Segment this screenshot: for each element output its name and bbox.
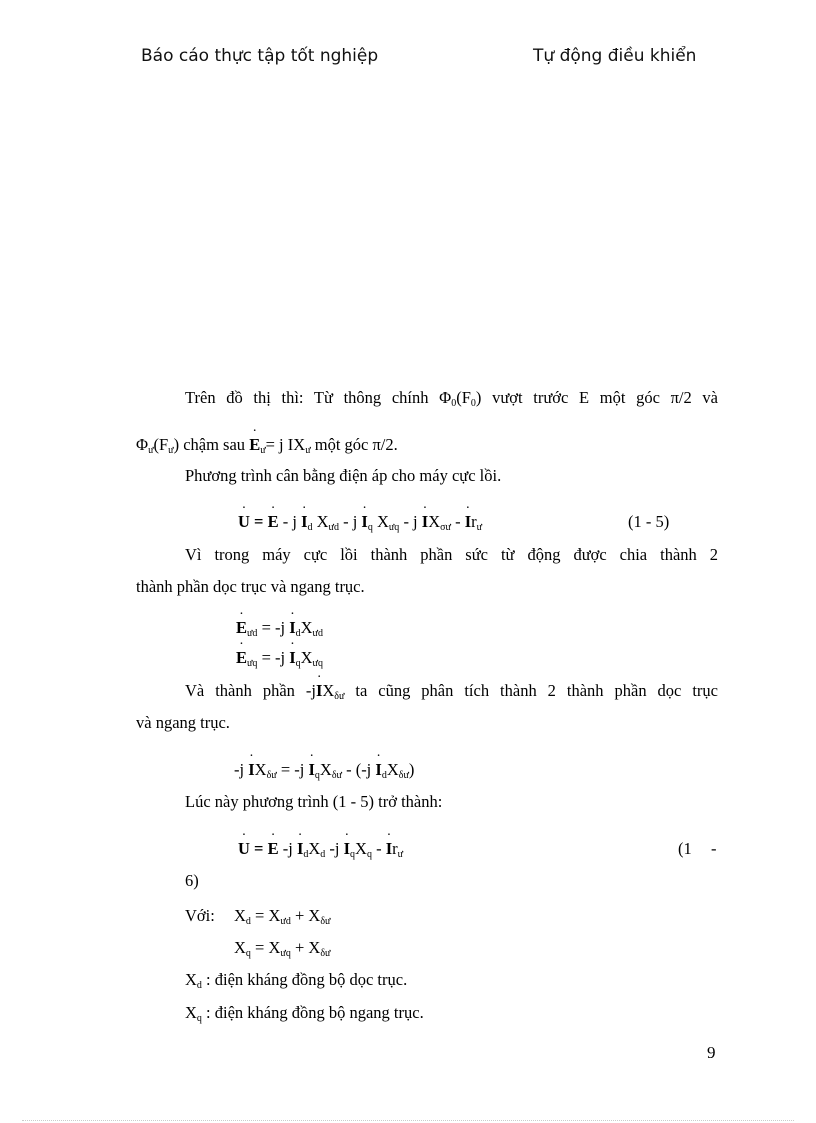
equation-1-6-number-dash: - xyxy=(711,839,717,858)
paragraph-4-line-2: và ngang trục. xyxy=(136,713,230,732)
equation-1-6: · U = · E $-j \cdot I_dX_d$ $-j \cdot I_qX_q$ - · $Ir_ư$ xyxy=(238,838,403,860)
equation-1-5: · U = · $E - j \cdot I_d$ $X_{ưd} - j \cdot I_q$ $X_{ưq} - j \cdot IX_{\sigma ư}$ - · $Ir_ư$ xyxy=(238,511,482,533)
paragraph-4-line-1: Và thành phần $-j\cdot IX_{\delta ư}$ ta cũng phân tích thành 2 thành phần dọc trục xyxy=(185,680,718,702)
equation-xq: $X_q = X_{ưq} + X_{\delta ư}$ xyxy=(234,938,331,959)
equation-1-5-number: (1 - 5) xyxy=(628,512,670,531)
definition-xd: $X_d$ : điện kháng đồng bộ dọc trục. xyxy=(185,970,408,991)
paragraph-3-line-2: thành phần dọc trục và ngang trục. xyxy=(136,577,365,596)
definition-xq: $X_q$ : điện kháng đồng bộ ngang trục. xyxy=(185,1003,424,1024)
paragraph-3-line-1: Vì trong máy cực lồi thành phần sức từ động được chia thành 2 xyxy=(185,545,718,564)
with-label: Với: xyxy=(185,906,215,925)
header-title-right: Tự động điều khiển xyxy=(533,46,697,66)
equation-euq: · $E_{ưq} = -j \cdot I_qX_{ưq}$ xyxy=(236,647,323,669)
vector-e: · E xyxy=(249,434,260,456)
equation-1-6-number-open: (1 xyxy=(678,839,692,858)
paragraph-5: Lúc này phương trình (1 - 5) trở thành: xyxy=(185,792,443,811)
paragraph-2: Phương trình cân bằng điện áp cho máy cực lồi. xyxy=(185,466,502,485)
page-number: 9 xyxy=(707,1043,716,1062)
header-title-left: Báo cáo thực tập tốt nghiệp xyxy=(141,46,379,66)
paragraph-1-line-2: $\Phi_ư(F_ư)$ chậm sau · $E_ư= j$ $IX_ư$ một góc π/2. xyxy=(136,434,398,456)
equation-jixd: $-j \cdot IX_{\delta ư} = -j \cdot I_qX_{\delta ư} - (-j \cdot I_dX_{\delta ư})$ xyxy=(234,759,414,781)
equation-eud: · $E_{ưd} = -j \cdot I_dX_{ưd}$ xyxy=(236,617,323,639)
equation-xd: $X_d = X_{ưd} + X_{\delta ư}$ xyxy=(234,906,331,927)
page-bottom-divider xyxy=(22,1120,794,1121)
equation-1-6-number-close: 6) xyxy=(185,871,199,890)
paragraph-1-line-1: Trên đồ thị thì: Từ thông chính $\Phi_0(F_0)$ vượt trước E một góc π/2 và xyxy=(185,388,718,409)
